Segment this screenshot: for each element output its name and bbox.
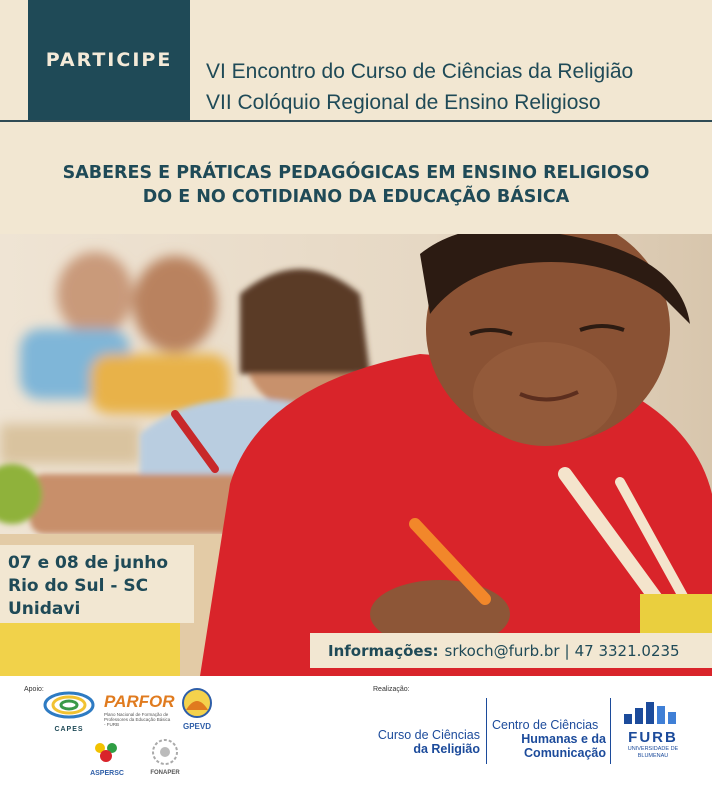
parfor-subtext: Plano Nacional de Formação de Professores da Educação Básica - FURB <box>104 712 171 727</box>
furb-sub2: BLUMENAU <box>637 753 669 759</box>
event-venue: Unidavi <box>8 599 81 619</box>
furb-icon <box>618 696 688 726</box>
curso-logo <box>372 728 480 756</box>
centro-logo <box>492 718 606 760</box>
event-place: Rio do Sul - SC <box>8 576 149 596</box>
contact-phone: 47 3321.0235 <box>574 641 680 660</box>
curso-line2: da Religião <box>413 742 480 756</box>
event-title-line2: VII Colóquio Regional de Ensino Religioso <box>206 91 601 114</box>
parfor-text: PARFOR <box>104 692 175 711</box>
aspersc-icon <box>82 738 132 766</box>
aspersc-logo <box>82 738 132 778</box>
parfor-logo <box>104 692 175 732</box>
event-details-box <box>0 545 194 623</box>
theme-line1: SABERES E PRÁTICAS PEDAGÓGICAS EM ENSINO RELIGIOSO <box>62 163 650 183</box>
capes-logo <box>40 688 98 732</box>
centro-line1: Centro de Ciências <box>492 718 599 732</box>
gpevd-icon <box>176 688 218 718</box>
event-date: 07 e 08 de junho <box>8 553 169 573</box>
fonaper-logo <box>140 738 190 778</box>
footer-divider-1 <box>486 698 487 764</box>
fonaper-text: FONAPER <box>150 770 180 776</box>
aspersc-text: ASPERSC <box>90 770 124 777</box>
participe-badge <box>28 0 190 120</box>
participe-label: PARTICIPE <box>45 49 173 71</box>
centro-line3: Comunicação <box>524 746 606 760</box>
furb-logo <box>616 696 690 760</box>
contact-email[interactable]: srkoch@furb.br <box>444 641 560 660</box>
fonaper-icon <box>140 738 190 766</box>
contact-label: Informações: <box>328 641 439 660</box>
centro-line2: Humanas e da <box>521 732 606 746</box>
gpevd-logo <box>176 688 218 732</box>
contact-box <box>310 633 712 668</box>
capes-text: CAPES <box>54 726 84 733</box>
furb-text: FURB <box>628 729 678 746</box>
theme-line2: DO E NO COTIDIANO DA EDUCAÇÃO BÁSICA <box>142 187 570 207</box>
realizacao-label: Realização: <box>373 686 410 693</box>
curso-line1: Curso de Ciências <box>377 728 480 742</box>
apoio-label: Apoio: <box>24 686 44 693</box>
event-title-line1: VI Encontro do Curso de Ciências da Religião <box>206 60 634 83</box>
gpevd-text: GPEVD <box>182 722 211 731</box>
capes-icon <box>40 688 98 722</box>
contact-separator: | <box>564 641 570 660</box>
furb-sub1: UNIVERSIDADE DE <box>627 746 679 752</box>
footer <box>0 676 712 800</box>
footer-divider-2 <box>610 698 611 764</box>
